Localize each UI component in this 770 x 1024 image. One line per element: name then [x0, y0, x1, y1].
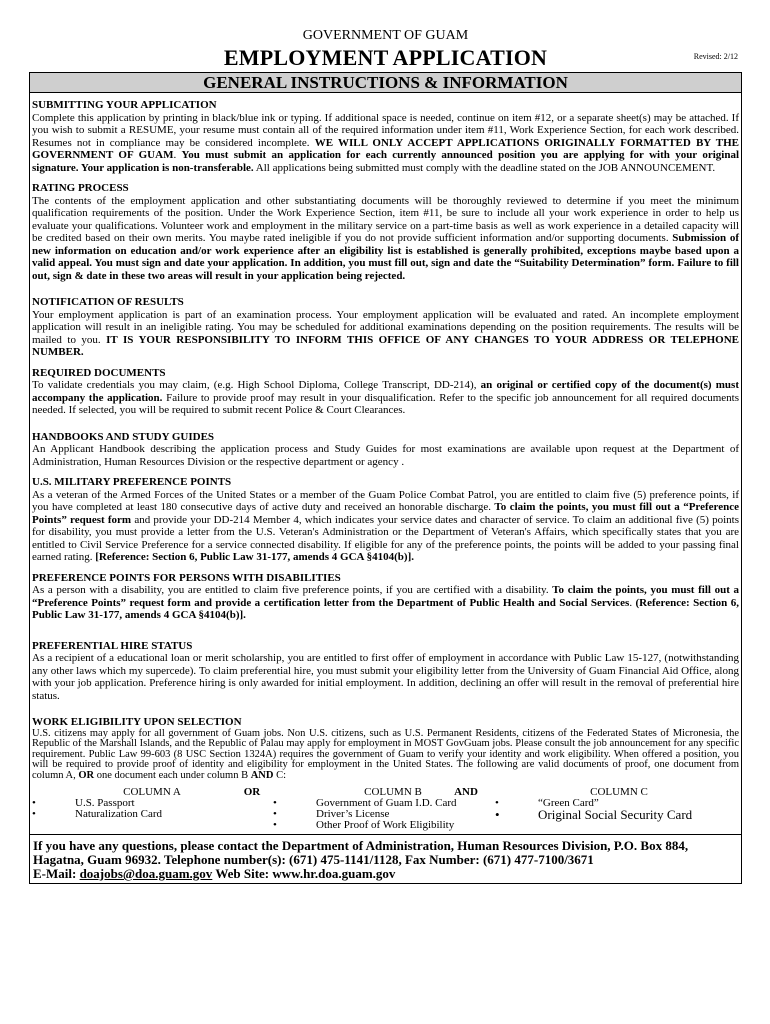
bold-run: OR — [78, 769, 95, 781]
bold-run: IT IS YOUR RESPONSIBILITY TO INFORM THIS OFFICE OF ANY CHANGES TO YOUR ADDRESS OR TELEPHONE NUMBER. — [32, 333, 739, 358]
bold-run: AND — [250, 769, 274, 781]
section-heading: PREFERENTIAL HIRE STATUS — [32, 639, 193, 652]
column-b — [273, 787, 473, 831]
document-title: EMPLOYMENT APPLICATION — [223, 45, 548, 70]
text-run: . — [173, 149, 182, 161]
text-run: As a person with a disability, you are entitled to claim five preference points, if you are certified with a disability. — [32, 584, 553, 596]
list-item — [273, 820, 473, 831]
section-heading: REQUIRED DOCUMENTS — [32, 366, 166, 379]
rating-section — [32, 182, 739, 282]
text-run: As a veteran of the Armed Forces of the United States or a member of the Guam Police Combat Patrol, you are entitled to claim five (5) preference points, if you have completed at least 180 consecutive days of active duty and received an honorable discharge. — [32, 488, 739, 513]
document-columns — [32, 787, 739, 831]
section-heading: RATING PROCESS — [32, 182, 129, 194]
section-heading: PREFERENCE POINTS FOR PERSONS WITH DISABILITIES — [32, 571, 341, 584]
website-text: Web Site: www.hr.doa.guam.gov — [212, 866, 396, 881]
section-text — [32, 195, 739, 283]
text-run: and provide your DD-214 Member 4, which indicates your service dates and character of service. To claim an additional five (5) points for disability, you must provide a letter from the U.S. Veteran's Administration or the Department of Veteran's Affairs, which specifically states that you are entitled to Civil Service Preference for a service connected disability. If eligible for any of the preference points, the points will be added to your passing final earned rating. — [32, 513, 739, 563]
column-a-heading: COLUMN A — [123, 786, 181, 798]
section-banner: GENERAL INSTRUCTIONS & INFORMATION — [29, 72, 742, 93]
text-run: one document each under column B — [94, 769, 251, 781]
section-heading: WORK ELIGIBILITY UPON SELECTION — [32, 716, 242, 728]
military-section — [32, 476, 739, 564]
section-text — [32, 309, 739, 359]
section-text — [32, 584, 739, 622]
section-text — [32, 489, 739, 564]
handbooks-section — [32, 431, 739, 469]
text-run: U.S. citizens may apply for all government of Guam jobs. Non U.S. citizens, such as U.S. Permanent Residents, citizens of the Federated States of Micronesia, the Republic of the Marshall Islands, and the Republic of Palau may apply for employment in MOST GovGuam jobs. Please consult the job announcement for any specific requirement. Public Law 99-603 (8 USC Section 1324A) requires the government of Guam to verify your identity and work eligibility. When offered a position, you will be required to provide proof of identity and eligibility for employment in the United States. The following are valid documents of proof, one document from column A, — [32, 727, 739, 781]
instructions-body — [29, 93, 742, 835]
text-run: Your employment application is part of an examination process. Your employment application will be evaluated and rated. An incomplete employment application will result in an ineligible rating. You may be scheduled for additional examinations depending on the position requirements. The results will be mailed to you. — [32, 308, 739, 346]
column-c-heading: COLUMN C — [590, 786, 648, 798]
work-eligibility-section — [32, 716, 739, 781]
and-connector: AND — [454, 786, 478, 798]
section-text — [32, 379, 739, 417]
text-run: All applications being submitted must comply with the deadline stated on the JOB ANNOUNCEMENT. — [253, 161, 716, 174]
list-item — [32, 809, 232, 820]
column-a-list — [32, 798, 232, 820]
bullet-icon: • — [495, 797, 499, 809]
text-run: Complete this application by printing in black/blue ink or typing. If additional space is needed, continue on item #12, or a separate sheet(s) may be attached. If you wish to submit a RESUME, your resume must contain all of the required information under item #11, Work Experience Section, for each work described. Resumes not in compliance may be considered incomplete. — [32, 111, 739, 149]
or-connector: OR — [243, 786, 261, 798]
list-item-text: “Green Card” — [538, 797, 599, 809]
section-text: As a recipient of a educational loan or merit scholarship, you are entitled to first offer of employment in accordance with Public Law 15-127, (notwithstanding any other laws which my supercede). To claim preferential hire, you must submit your eligibility letter from the University of Guam Financial Aid Office, along with your job application. Preference hiring is only awarded for initial employment. In addition, declining an offer will result in the removal of preferential hire status. — [32, 652, 739, 702]
text-run: Failure to provide proof may result in your disqualification. Refer to the specific job announcement for all required documents needed. If selected, you will be required to submit recent Police & Court Clearances. — [32, 391, 739, 416]
disabilities-section — [32, 572, 739, 622]
bullet-icon: • — [32, 797, 36, 809]
section-heading: SUBMITTING YOUR APPLICATION — [32, 99, 217, 111]
section-text — [32, 112, 739, 175]
preferential-hire-section — [32, 640, 739, 703]
bullet-icon: • — [495, 807, 500, 822]
email-label: E-Mail: — [33, 866, 80, 881]
bold-run: (Reference: Section 6, Public Law 31-177, amends 4 GCA §4104(b)]. — [32, 596, 739, 621]
title-row — [29, 44, 742, 72]
list-item — [495, 809, 735, 820]
application-page — [29, 28, 742, 884]
column-b-list — [273, 798, 473, 831]
government-heading: GOVERNMENT OF GUAM — [302, 28, 469, 43]
bold-run: an original or certified copy of the document(s) must accompany the application. — [32, 379, 739, 404]
bold-run: To claim the points, you must fill out a “Preference Points” request form and provide a certification letter from the Department of Public Health and Social Services — [32, 584, 740, 609]
bold-run: To claim the points, you must fill out a “Preference Points” request form — [32, 501, 739, 526]
bullet-icon: • — [273, 808, 277, 820]
section-text — [32, 729, 739, 782]
list-item-text: Government of Guam I.D. Card — [316, 797, 457, 809]
section-heading: U.S. MILITARY PREFERENCE POINTS — [32, 476, 232, 488]
column-b-heading: COLUMN B — [364, 786, 422, 798]
email-link[interactable]: doajobs@doa.guam.gov — [79, 866, 213, 881]
bold-run: [Reference: Section 6, Public Law 31-177, amends 4 GCA §4104(b)]. — [95, 551, 414, 563]
column-a — [32, 787, 232, 831]
list-item-text: Original Social Security Card — [538, 807, 693, 822]
bold-run: WE WILL ONLY ACCEPT APPLICATIONS ORIGINALLY FORMATTED BY THE GOVERNMENT OF GUAM — [32, 136, 740, 161]
submitting-section — [32, 99, 739, 174]
bold-run: You must submit an application for each currently announced position you are applying for with your original signature. Your application is non-transferable. — [32, 149, 739, 174]
text-run: To validate credentials you may claim, (e.g. High School Diploma, College Transcript, DD-214), — [32, 379, 481, 391]
column-c-list — [495, 798, 735, 820]
text-run: C: — [273, 769, 286, 781]
column-c — [495, 787, 735, 831]
bold-run: Submission of new information on education and/or work experience after an eligibility list is established is generally prohibited, exceptions maybe based upon a valid appeal. You must sign and date your application. In addition, you must fill out, sign and date the “Suitability Determination” form. Failure to fill out, sign & date in these two areas will result in your application being rejected. — [32, 232, 739, 282]
list-item-text: Naturalization Card — [75, 808, 163, 820]
revised-date: Revised: 2/12 — [693, 52, 738, 61]
bullet-icon: • — [273, 797, 277, 809]
text-run: . — [629, 596, 636, 609]
notification-section — [32, 296, 739, 359]
bullet-icon: • — [273, 819, 277, 831]
required-documents-section — [32, 367, 739, 417]
section-heading: NOTIFICATION OF RESULTS — [32, 296, 184, 308]
list-item-text: U.S. Passport — [75, 797, 135, 809]
bullet-icon: • — [32, 808, 36, 820]
contact-box — [29, 835, 742, 884]
section-text: An Applicant Handbook describing the application process and Study Guides for most examinations are available upon request at the Department of Administration, Human Resources Division or the respective department or agency . — [32, 443, 739, 468]
text-run: The contents of the employment application and other substantiating documents will be thoroughly reviewed to determine if you meet the minimum qualification requirements of the position. Under the Work Experience Section, item #11, be sure to include all your work experience in order to help us evaluate your qualifications. Volunteer work and employment in the military service on a part-time basis as well as work experience in a detailed capacity will be credited based on their own merits. You maybe rated ineligible if you do not provide sufficient information and/or supporting documents. — [32, 194, 739, 244]
section-heading: HANDBOOKS AND STUDY GUIDES — [32, 430, 215, 443]
list-item-text: Other Proof of Work Eligibility — [316, 819, 455, 831]
list-item-text: Driver’s License — [316, 808, 390, 820]
contact-text: If you have any questions, please contact the Department of Administration, Human Resources Division, P.O. Box 884, Hagatna, Guam 96932. Telephone number(s): (671) 475-1141/1128, Fax Number: (671) 477-7100/3671 — [33, 838, 689, 867]
